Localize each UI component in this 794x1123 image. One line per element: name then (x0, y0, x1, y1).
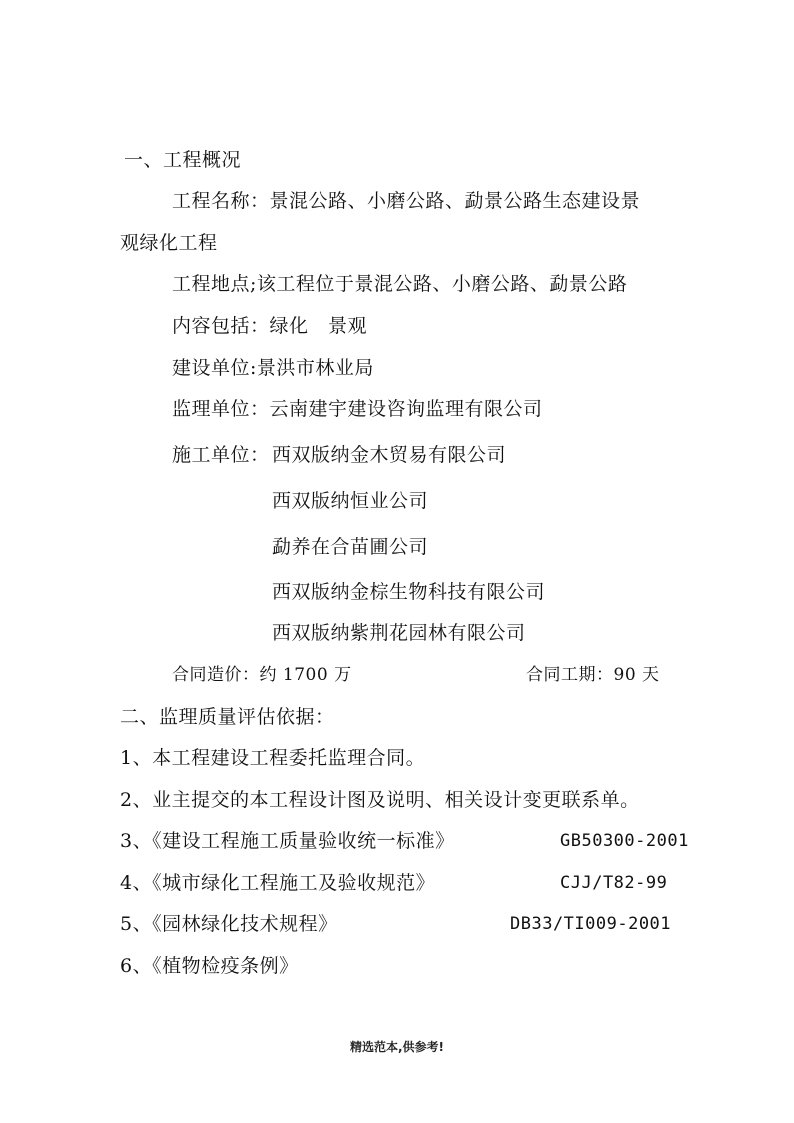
supervisor-unit: 监理单位：云南建宇建设咨询监理有限公司 (172, 398, 543, 420)
contractor-item: 勐养在合苗圃公司 (272, 536, 429, 558)
project-name-line2: 观绿化工程 (120, 232, 218, 254)
builder-unit: 建设单位:景洪市林业局 (172, 357, 374, 379)
contractor-label: 施工单位： (172, 444, 270, 466)
contractor-item: 西双版纳金棕生物科技有限公司 (272, 581, 546, 603)
contract-period: 合同工期：90 天 (526, 665, 660, 685)
section2-heading: 二、监理质量评估依据： (120, 706, 335, 728)
project-content: 内容包括：绿化 景观 (172, 315, 368, 337)
standard-code: GB50300-2001 (560, 831, 689, 851)
standard-code: CJJ/T82-99 (560, 873, 668, 893)
contractor-item: 西双版纳金木贸易有限公司 (272, 444, 507, 466)
section1-heading: 一、工程概况 (124, 149, 242, 171)
project-name-line1: 工程名称：景混公路、小磨公路、勐景公路生态建设景 (172, 190, 641, 212)
basis-item: 5、《园林绿化技术规程》 (120, 913, 338, 935)
contractor-item: 西双版纳紫荆花园林有限公司 (272, 622, 526, 644)
basis-item: 4、《城市绿化工程施工及验收规范》 (120, 872, 436, 894)
basis-item: 6、《植物检疫条例》 (120, 955, 299, 977)
project-location: 工程地点;该工程位于景混公路、小磨公路、勐景公路 (172, 273, 628, 295)
basis-item: 1、本工程建设工程委托监理合同。 (120, 747, 426, 769)
contract-price: 合同造价：约 1700 万 (172, 665, 352, 685)
basis-item: 3、《建设工程施工质量验收统一标准》 (120, 830, 455, 852)
contractor-item: 西双版纳恒业公司 (272, 490, 429, 512)
page-footer: 精选范本,供参考! (349, 1040, 445, 1054)
basis-item: 2、业主提交的本工程设计图及说明、相关设计变更联系单。 (120, 789, 640, 811)
standard-code: DB33/TI009-2001 (510, 914, 672, 934)
